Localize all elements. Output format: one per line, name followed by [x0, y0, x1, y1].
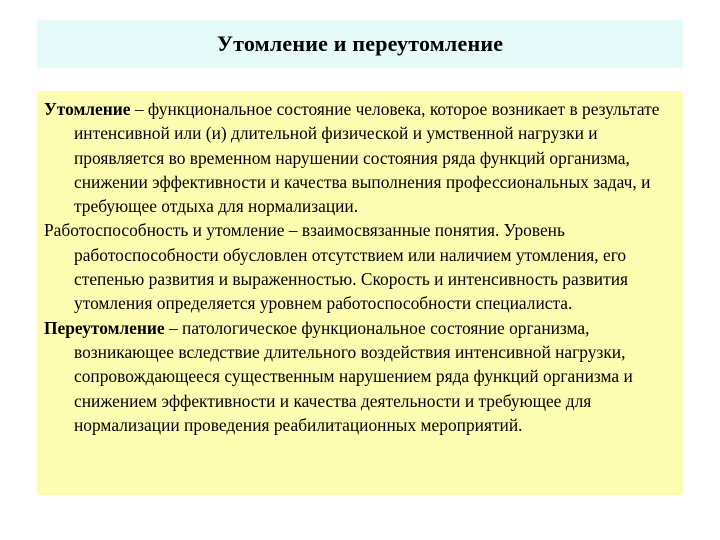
title-banner	[37, 20, 683, 68]
term-overfatigue: Переутомление	[44, 317, 165, 338]
text-work-capacity: Работоспособность и утомление – взаимосвязанные понятия. Уровень работоспособности обусловлен отсутствием или наличием утомления, его степенью развития и выраженностью. Скорость и интенсивность развития утомления определяется уровнем работоспособности специалиста.	[44, 220, 628, 314]
term-fatigue: Утомление	[44, 99, 131, 119]
paragraph-fatigue	[44, 97, 673, 218]
paragraph-overfatigue	[44, 316, 673, 437]
slide-title: Утомление и переутомление	[216, 31, 504, 56]
definition-overfatigue: – патологическое функциональное состояние организма, возникающее вследствие длительного воздействия интенсивной нагрузки, сопровождающееся существенным нарушением ряда функций организма и снижением эффективности и качества деятельности и требующее для нормализации проведения реабилитационных мероприятий.	[74, 317, 633, 435]
content-panel	[37, 91, 683, 495]
paragraph-work-capacity	[44, 218, 673, 315]
definition-fatigue: – функциональное состояние человека, которое возникает в результате интенсивной или (и) длительной физической и умственной нагрузки и проявляется во временном нарушении состояния ряда функций организма, снижении эффективности и качества выполнения профессиональных задач, и требующее отдыха для нормализации.	[74, 99, 660, 217]
